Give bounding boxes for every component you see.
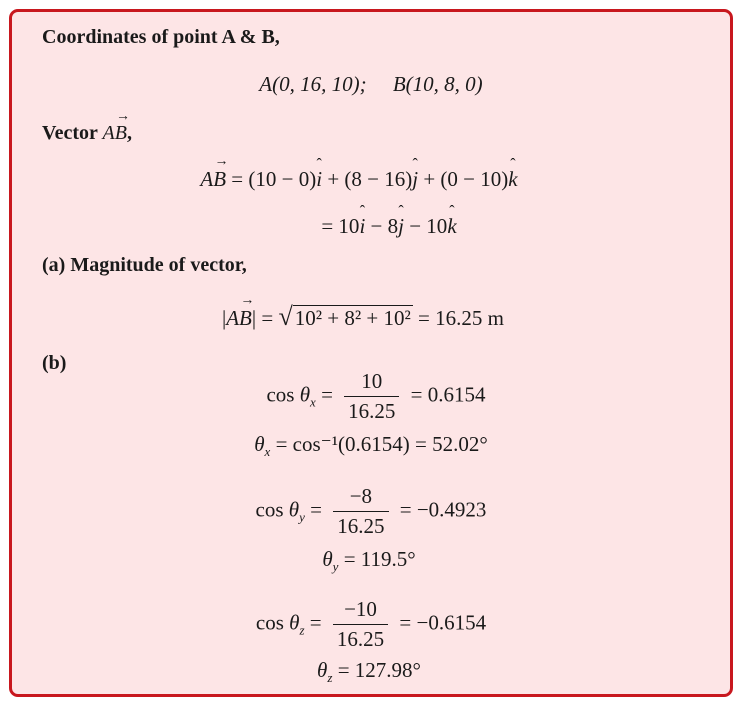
theta-x-equation: $\theta_x = \cos^{-1}(0.6154) = 52.02^\circ$ [254,432,488,460]
j-hat-symbol: j ˆ [412,167,418,192]
vector-ab-symbol: AB → [200,167,226,192]
k-hat-symbol: k ˆ [508,167,517,192]
theta-y-equation: $\theta_y = 119.5^\circ$ [322,547,416,575]
point-b: B(10, 8, 0) [392,72,483,96]
fraction-y: $\frac{-8}{16.25}$ [333,484,388,539]
vector-components-equation: AB → = (10 − 0)i ˆ + (8 − 16)j ˆ + (0 − 10)k ˆ [0,167,718,192]
vector-ab-symbol: AB → [226,306,252,331]
magnitude-result: = 16.25 m [412,306,504,330]
i-hat-symbol: i ˆ [359,214,365,239]
solution-box [9,9,733,697]
cos-theta-y-equation: $\cos \theta_y$ = $\frac{-8}{16.25}$ = −0.4923 [255,484,487,538]
cos-theta-x-equation: $\cos \theta_x$ = $\frac{10}{16.25}$ = 0.6154 [266,369,486,423]
k-hat-symbol: k ˆ [447,214,456,239]
magnitude-heading: (a) Magnitude of vector, [42,254,247,276]
points-equation [12,72,730,97]
fraction-x: $\frac{10}{16.25}$ [344,369,399,424]
point-a: A(0, 16, 10); [259,72,367,96]
vector-heading: Vector AB →, [42,122,132,145]
theta-z-equation: $\theta_z = 127.98^\circ$ [317,658,421,686]
j-hat-symbol: j ˆ [398,214,404,239]
magnitude-equation: |AB →| = √10² + 8² + 10² = 16.25 m [4,302,722,332]
i-hat-symbol: i ˆ [316,167,322,192]
fraction-z: $\frac{-10}{16.25}$ [333,597,388,652]
vector-ab-symbol: AB → [103,122,127,145]
cos-theta-z-equation: $\cos \theta_z$ = $\frac{-10}{16.25}$ = −0.6154 [255,597,487,651]
radicand: 10² + 8² + 10² [294,306,411,330]
vector-result-equation: = 10i ˆ − 8j ˆ − 10k ˆ [30,214,748,239]
coordinates-heading: Coordinates of point A & B, [42,26,280,48]
part-b-heading: (b) [42,352,67,374]
